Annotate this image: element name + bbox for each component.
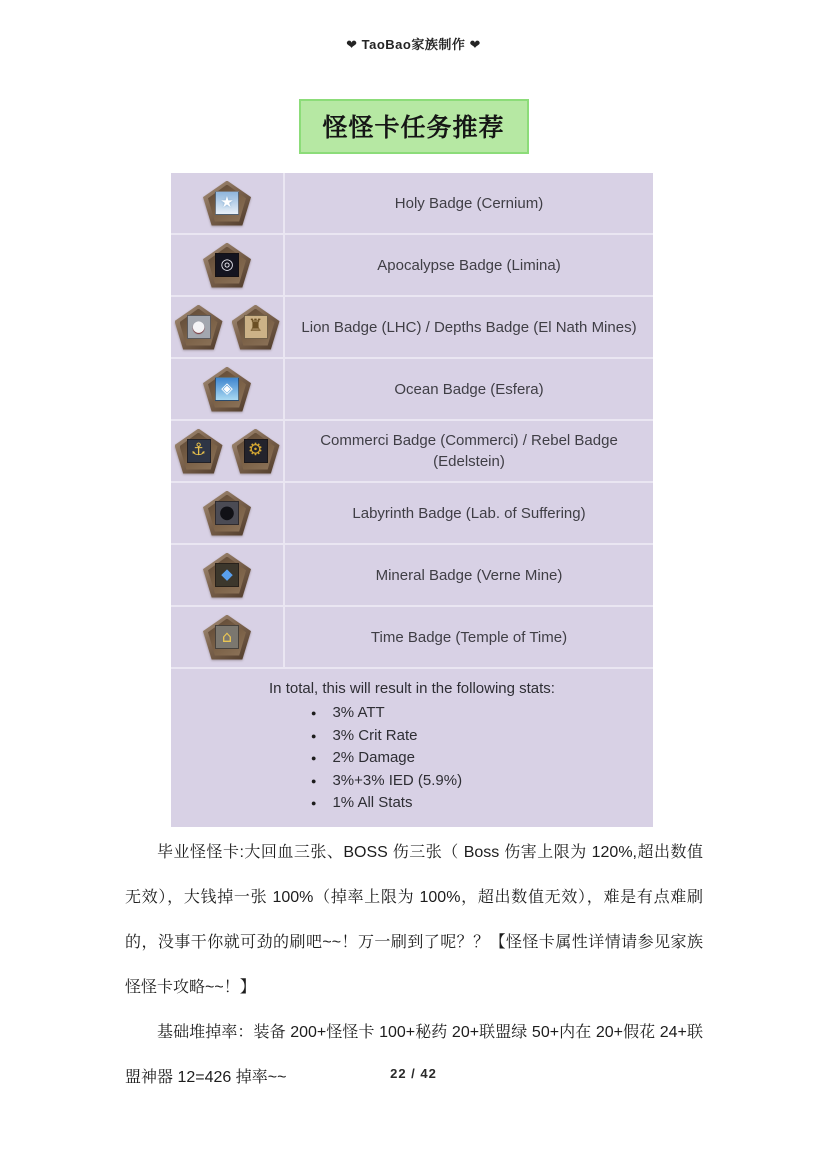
time-badge-icon: [203, 615, 251, 660]
table-row: [171, 483, 653, 545]
table-row: [171, 421, 653, 483]
table-row: [171, 297, 653, 359]
page-title: 怪怪卡任务推荐: [298, 99, 528, 154]
stat-list-item: ● 1% All Stats: [171, 792, 653, 815]
paragraph-drop-rate: 基础堆掉率：装备 200+怪怪卡 100+秘药 20+联盟绿 50+内在 20+假花 24+联盟神器 12=426 掉率~~: [125, 1024, 703, 1086]
badge-icon-cell: [171, 235, 285, 295]
stats-summary: [171, 669, 653, 827]
labyrinth-badge-glyph: ●: [215, 501, 239, 525]
rebel-badge-icon: [232, 429, 280, 474]
paragraph-graduation-cards: 毕业怪怪卡:大回血三张、BOSS 伤三张（ Boss 伤害上限为 120%,超出数值无效），大钱掉一张 100%（掉率上限为 100%，超出数值无效），难是有点难刷的，没事干你就可劲的刷吧~~！万一刷到了呢？？【怪怪卡属性详情请参见家族怪怪卡攻略~~！】: [125, 844, 703, 996]
table-row: [171, 359, 653, 421]
badge-icon-cell: [171, 297, 285, 357]
stat-list-item: ● 3% ATT: [171, 702, 653, 725]
depths-badge-glyph: ♜: [244, 315, 268, 339]
lion-badge-glyph: ●: [187, 315, 211, 339]
table-row: [171, 607, 653, 669]
table-row: [171, 545, 653, 607]
commerci-badge-icon: [175, 429, 223, 474]
depths-badge-icon: [232, 305, 280, 350]
badge-label: Time Badge (Temple of Time): [370, 628, 568, 646]
badge-label: Lion Badge (LHC) / Depths Badge (El Nath Mines): [301, 318, 637, 336]
document-header: ❤ TaoBao家族制作 ❤: [346, 37, 481, 52]
stats-summary-intro: In total, this will result in the following stats:: [269, 680, 555, 697]
body-text: [125, 830, 703, 1100]
apocalypse-badge-glyph: ◎: [215, 253, 239, 277]
apocalypse-badge-icon: [203, 243, 251, 288]
badge-label: Apocalypse Badge (Limina): [377, 256, 561, 274]
badge-icon-cell: [171, 545, 285, 605]
mineral-badge-icon: [203, 553, 251, 598]
page-number: 22 / 42: [390, 1066, 437, 1081]
ocean-badge-glyph: ◈: [215, 377, 239, 401]
badge-icon-cell: [171, 483, 285, 543]
holy-badge-glyph: ★: [215, 191, 239, 215]
badge-icon-cell: [171, 607, 285, 667]
mineral-badge-glyph: ◆: [215, 563, 239, 587]
badge-label: Ocean Badge (Esfera): [394, 380, 544, 398]
labyrinth-badge-icon: [203, 491, 251, 536]
badge-label: Commerci Badge (Commerci) / Rebel Badge (Edelstein): [320, 432, 618, 470]
table-row: [171, 235, 653, 297]
badge-icon-cell: [171, 421, 285, 481]
lion-badge-icon: [175, 305, 223, 350]
stat-list-item: ● 3%+3% IED (5.9%): [171, 770, 653, 793]
badge-icon-cell: [171, 359, 285, 419]
table-row: [171, 173, 653, 235]
rebel-badge-glyph: ⚙: [244, 439, 268, 463]
badge-label: Labyrinth Badge (Lab. of Suffering): [352, 504, 586, 522]
stat-list-item: ● 2% Damage: [171, 747, 653, 770]
badge-label: Mineral Badge (Verne Mine): [375, 566, 563, 584]
badge-icon-cell: [171, 173, 285, 233]
holy-badge-icon: [203, 181, 251, 226]
commerci-badge-glyph: ⚓: [187, 439, 211, 463]
time-badge-glyph: ⌂: [215, 625, 239, 649]
badge-label: Holy Badge (Cernium): [394, 194, 544, 212]
badge-table: [171, 173, 653, 827]
stat-list-item: ● 3% Crit Rate: [171, 725, 653, 748]
ocean-badge-icon: [203, 367, 251, 412]
